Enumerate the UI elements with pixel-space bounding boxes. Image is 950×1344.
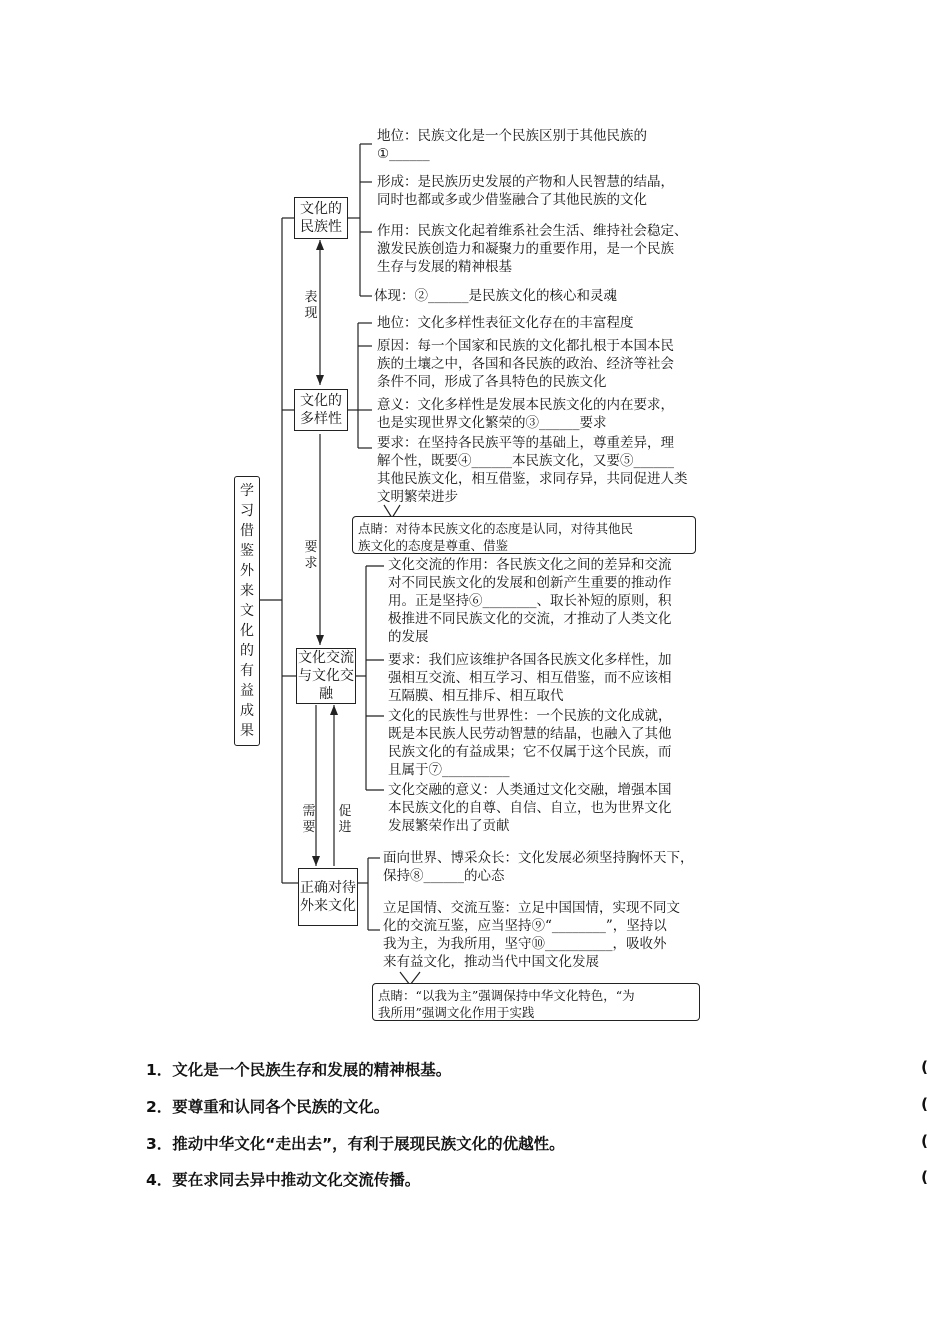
answer-paren-1[interactable]: ( (921, 1058, 929, 1076)
node2-leaf-status: 地位：文化多样性表征文化存在的丰富程度 (377, 315, 634, 331)
edge-label-promote: 促进 (338, 804, 352, 835)
node3-leaf-national-world: 文化的民族性与世界性：一个民族的文化成就， 既是本民族人民劳动智慧的结晶，也融入了其他 民族文化的有益成果；它不仅属于这个民族，而 且属于⑦__________ (388, 708, 672, 778)
node-exchange-integration: 文化交流与文化交融 (298, 650, 354, 702)
question-2: 2．要尊重和认同各个民族的文化。 (146, 1098, 390, 1116)
edge-label-manifest: 表现 (304, 290, 318, 321)
node4-leaf-national-conditions: 立足国情、交流互鉴：立足中国国情，实现不同文 化的交流互鉴，应当坚持⑨“________”，坚持以 我为主，为我所用，坚守⑩__________，吸收外 来有益文化，推动当代中国文化发展 (383, 900, 680, 970)
node2-leaf-significance: 意义：文化多样性是发展本民族文化的内在要求， 也是实现世界文化繁荣的③______要求 (377, 397, 674, 431)
node-diversity: 文化的多样性 (294, 389, 348, 431)
node1-leaf-embodiment: 体现：②______是民族文化的核心和灵魂 (374, 288, 617, 304)
node4-key-note: 点睛：“以我为主”强调保持中华文化特色，“为 我所用”强调文化作用于实践 (372, 983, 700, 1021)
question-4: 4．要在求同去异中推动文化交流传播。 (146, 1171, 421, 1189)
node2-key-note: 点睛：对待本民族文化的态度是认同，对待其他民 族文化的态度是尊重、借鉴 (352, 516, 696, 554)
node1-leaf-function: 作用：民族文化起着维系社会生活、维持社会稳定、 激发民族创造力和凝聚力的重要作用，是一个民族 生存与发展的精神根基 (377, 223, 688, 275)
question-1: 1．文化是一个民族生存和发展的精神根基。 (146, 1061, 452, 1079)
answer-paren-2[interactable]: ( (921, 1095, 929, 1113)
edge-label-need: 需要 (302, 804, 316, 835)
node1-leaf-formation: 形成：是民族历史发展的产物和人民智慧的结晶， 同时也都或多或少借鉴融合了其他民族的文化 (377, 174, 674, 208)
node2-leaf-reason: 原因：每一个国家和民族的文化都扎根于本国本民 族的土壤之中，各国和各民族的政治、经济等社会 条件不同，形成了各具特色的民族文化 (377, 338, 674, 390)
node3-leaf-requirement: 要求：我们应该维护各国各民族文化多样性，加 强相互交流、相互学习、相互借鉴，而不应该相 互隔膜、相互排斥、相互取代 (388, 652, 672, 704)
node4-leaf-open-world: 面向世界、博采众长：文化发展必须坚持胸怀天下， 保持⑧______的心态 (383, 850, 694, 884)
root-topic: 学习借鉴外来文化的有益成果 (234, 476, 260, 746)
node3-leaf-exchange-role: 文化交流的作用：各民族文化之间的差异和交流 对不同民族文化的发展和创新产生重要的推动作 用。正是坚持⑥________、取长补短的原则，积 极推进不同民族文化的交流，才推动了人类文化 的发展 (388, 557, 672, 645)
question-3: 3．推动中华文化“走出去”，有利于展现民族文化的优越性。 (146, 1135, 565, 1153)
answer-paren-3[interactable]: ( (921, 1132, 929, 1150)
node1-leaf-status: 地位：民族文化是一个民族区别于其他民族的 ①______ (377, 128, 647, 162)
node2-leaf-requirement: 要求：在坚持各民族平等的基础上，尊重差异，理 解个性，既要④______本民族文化，又要⑤______ 其他民族文化，相互借鉴，求同存异，共同促进人类 文明繁荣进步 (377, 435, 688, 505)
node-foreign-culture: 正确对待外来文化 (298, 868, 358, 926)
answer-paren-4[interactable]: ( (921, 1168, 929, 1186)
node-ethnicity: 文化的民族性 (294, 197, 348, 239)
edge-label-require: 要求 (304, 540, 318, 571)
node3-leaf-integration-meaning: 文化交融的意义：人类通过文化交融，增强本国 本民族文化的自尊、自信、自立，也为世界文化 发展繁荣作出了贡献 (388, 782, 672, 834)
